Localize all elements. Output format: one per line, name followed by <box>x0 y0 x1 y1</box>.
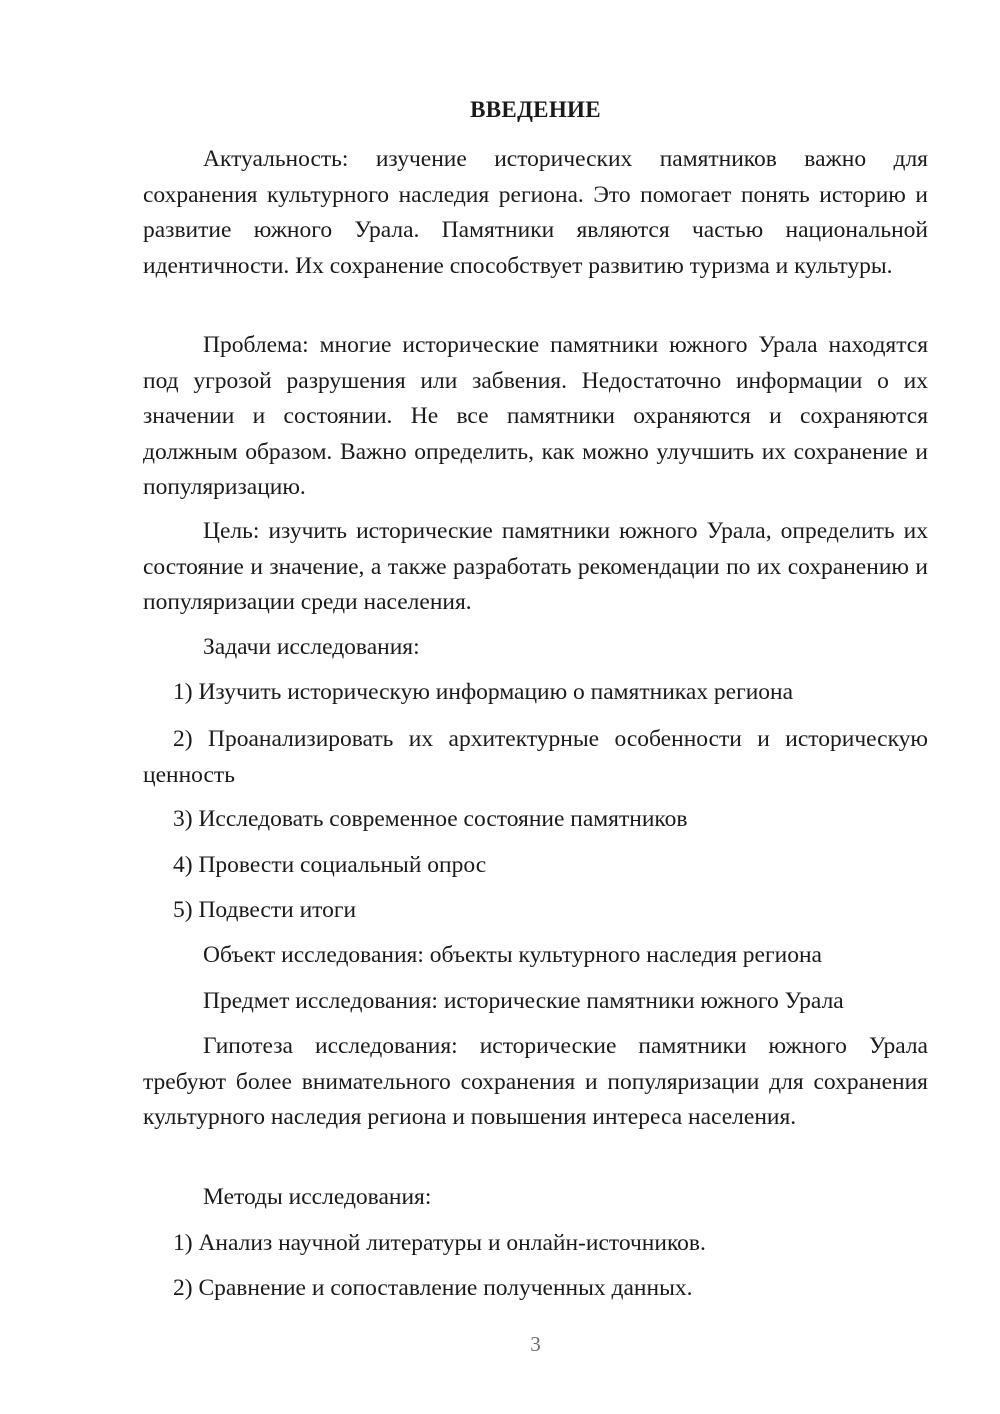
paragraph-relevance: Актуальность: изучение исторических памятников важно для сохранения культурного наследия региона. Это помогает понять историю и развитие южного Урала. Памятники являются частью национальной идентичности. Их сохранение способствует развитию туризма и культуры. <box>143 146 928 279</box>
paragraph-problem: Проблема: многие исторические памятники южного Урала находятся под угрозой разрушения или забвения. Недостаточно информации о их значении и состоянии. Не все памятники охраняются и сохраняются должным образом. Важно определить, как можно улучшить их сохранение и популяризацию. <box>143 332 928 500</box>
paragraph-subject: Предмет исследования: исторические памятники южного Урала <box>203 988 844 1014</box>
paragraph-tasks-heading: Задачи исследования: <box>203 634 420 660</box>
paragraph-hypothesis: Гипотеза исследования: исторические памятники южного Урала требуют более внимательного сохранения и популяризации для сохранения культурного наследия региона и повышения интереса населения. <box>143 1033 928 1130</box>
paragraph-methods-heading: Методы исследования: <box>203 1184 432 1210</box>
page-number: 3 <box>530 1332 541 1356</box>
document-page <box>143 0 928 1414</box>
page-title: ВВЕДЕНИЕ <box>470 97 601 122</box>
paragraph-object: Объект исследования: объекты культурного наследия региона <box>203 942 822 968</box>
list-item-task-3: 3) Исследовать современное состояние памятников <box>173 806 688 832</box>
list-item-method-1: 1) Анализ научной литературы и онлайн-источников. <box>173 1230 706 1256</box>
list-item-task-4: 4) Провести социальный опрос <box>173 852 487 878</box>
list-item-task-5: 5) Подвести итоги <box>173 897 357 923</box>
list-item-task-1: 1) Изучить историческую информацию о памятниках региона <box>173 679 794 705</box>
list-item-method-2: 2) Сравнение и сопоставление полученных данных. <box>173 1275 693 1301</box>
list-item-task-2: 2) Проанализировать их архитектурные особенности и историческую ценность <box>143 726 928 788</box>
paragraph-goal: Цель: изучить исторические памятники южного Урала, определить их состояние и значение, а также разработать рекомендации по их сохранению и популяризации среди населения. <box>143 518 928 615</box>
